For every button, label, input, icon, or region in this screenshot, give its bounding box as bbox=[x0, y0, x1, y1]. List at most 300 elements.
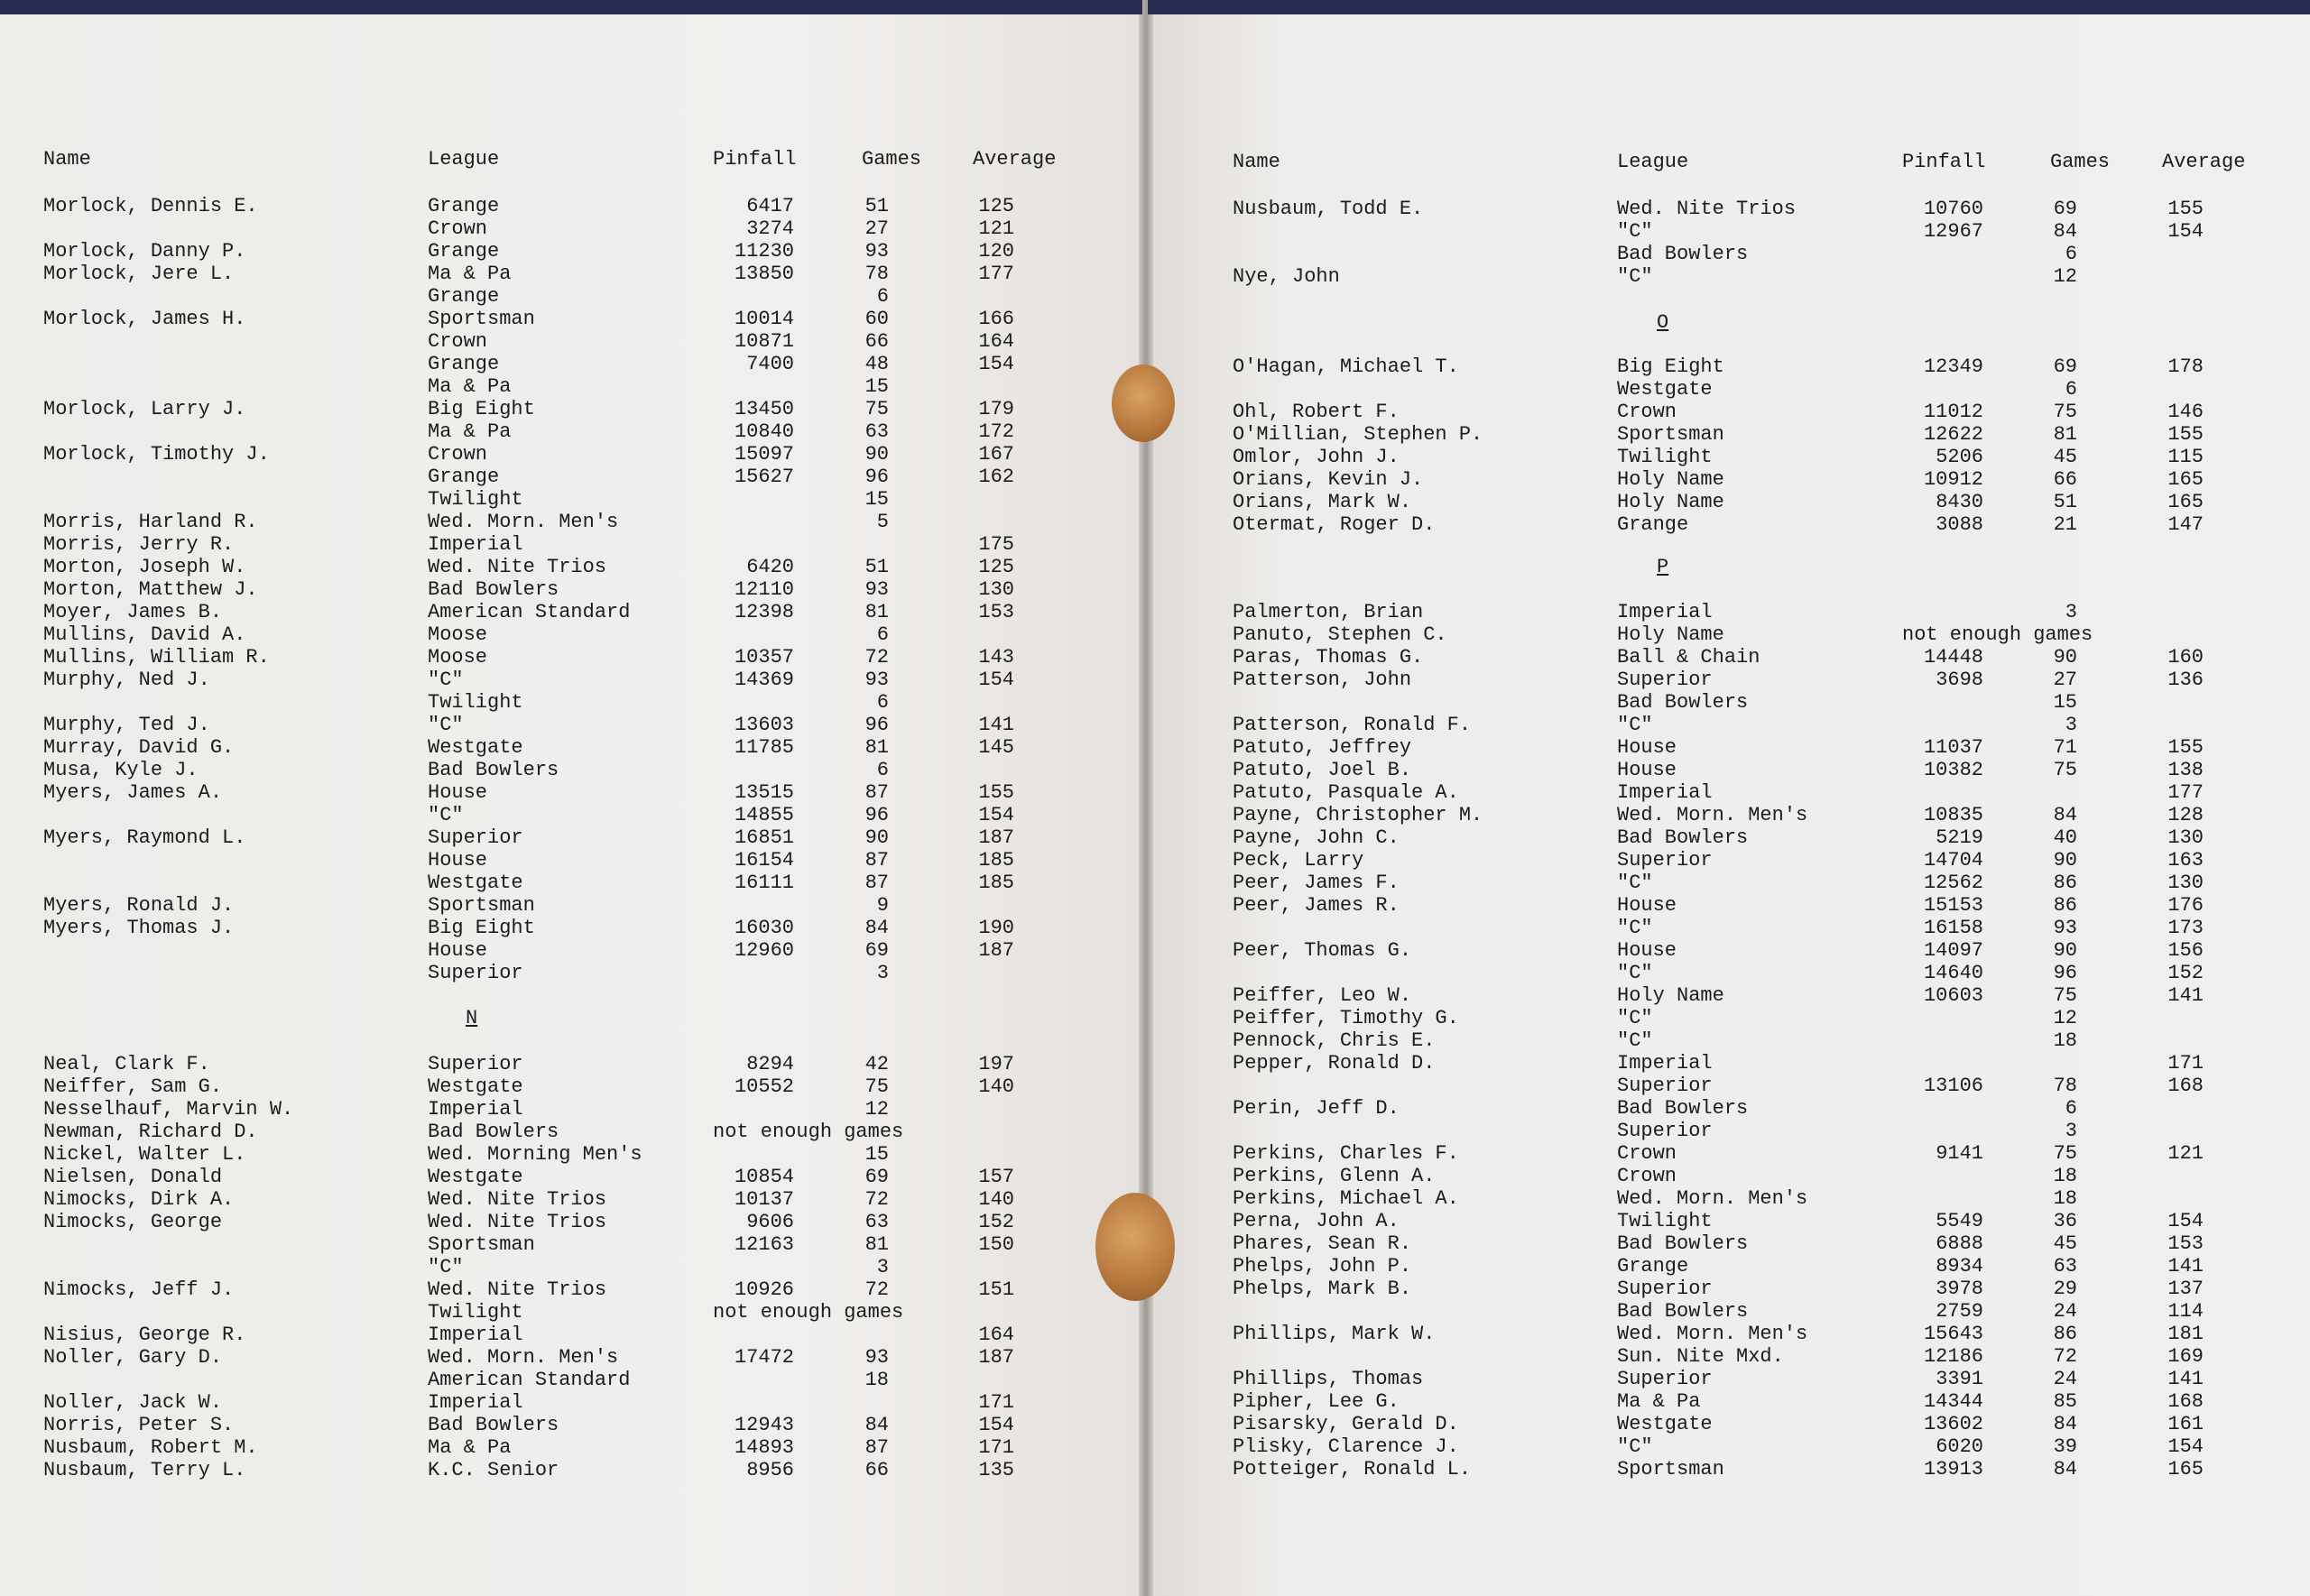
cell-games: 84 bbox=[2053, 804, 2077, 826]
cell-pinfall: 7400 bbox=[746, 353, 794, 375]
cell-league: Big Eight bbox=[1617, 355, 1724, 378]
cell-pinfall: 16030 bbox=[734, 917, 794, 939]
cell-league: Ma & Pa bbox=[428, 420, 512, 443]
cell-league: House bbox=[1617, 736, 1677, 759]
cell-league: House bbox=[1617, 939, 1677, 962]
cell-league: Wed. Morning Men's bbox=[428, 1143, 642, 1166]
cell-name: Perin, Jeff D. bbox=[1233, 1097, 1400, 1120]
cell-pinfall: 6420 bbox=[746, 556, 794, 578]
cell-pinfall: 2759 bbox=[1936, 1300, 1983, 1323]
header-average: Average bbox=[973, 148, 1057, 171]
cell-name: Norris, Peter S. bbox=[43, 1414, 235, 1436]
cell-games: 86 bbox=[2053, 1323, 2077, 1345]
cell-average: 154 bbox=[978, 353, 1014, 375]
cell-average: 169 bbox=[2167, 1345, 2204, 1368]
cell-league: Moose bbox=[428, 623, 488, 646]
cell-pinfall: 14704 bbox=[1923, 849, 1983, 872]
cell-games: 51 bbox=[864, 556, 889, 578]
cell-games: 69 bbox=[2053, 355, 2077, 378]
cell-pinfall: 10014 bbox=[734, 308, 794, 330]
cell-pinfall: 8956 bbox=[746, 1459, 794, 1481]
cell-pinfall: 14369 bbox=[734, 669, 794, 691]
header-league: League bbox=[428, 148, 500, 171]
cell-average: 162 bbox=[978, 466, 1014, 488]
cell-league: Wed. Morn. Men's bbox=[428, 1346, 619, 1369]
cell-average: 147 bbox=[2167, 513, 2204, 536]
header-pinfall: Pinfall bbox=[713, 148, 797, 171]
cell-average: 171 bbox=[978, 1391, 1014, 1414]
cell-league: "C" bbox=[428, 804, 464, 826]
cell-name: Patuto, Jeffrey bbox=[1233, 736, 1412, 759]
cell-pinfall: 16851 bbox=[734, 826, 794, 849]
cell-name: Phelps, John P. bbox=[1233, 1255, 1412, 1278]
cell-average: 166 bbox=[978, 308, 1014, 330]
cell-games: 6 bbox=[876, 623, 889, 646]
cell-games: 86 bbox=[2053, 894, 2077, 917]
cell-pinfall: not enough games bbox=[713, 1121, 904, 1143]
cell-pinfall: 9141 bbox=[1936, 1142, 1983, 1165]
header-name: Name bbox=[43, 148, 91, 171]
cell-pinfall: 12163 bbox=[734, 1233, 794, 1256]
cell-average: 171 bbox=[2167, 1052, 2204, 1075]
cell-name: Perkins, Glenn A. bbox=[1233, 1165, 1436, 1187]
header-league: League bbox=[1617, 151, 1689, 173]
cell-pinfall: 11012 bbox=[1923, 401, 1983, 423]
cell-pinfall: 16158 bbox=[1923, 917, 1983, 939]
cell-average: 136 bbox=[2167, 669, 2204, 691]
cell-games: 40 bbox=[2053, 826, 2077, 849]
cell-pinfall: 10926 bbox=[734, 1278, 794, 1301]
cell-average: 125 bbox=[978, 195, 1014, 217]
cell-league: Imperial bbox=[1617, 781, 1713, 804]
cell-name: Palmerton, Brian bbox=[1233, 601, 1424, 623]
cell-name: Nusbaum, Terry L. bbox=[43, 1459, 246, 1481]
cell-name: Nesselhauf, Marvin W. bbox=[43, 1098, 294, 1121]
cell-name: Noller, Gary D. bbox=[43, 1346, 223, 1369]
cell-games: 75 bbox=[864, 398, 889, 420]
cell-name: Phelps, Mark B. bbox=[1233, 1278, 1412, 1300]
cell-average: 141 bbox=[2167, 1368, 2204, 1390]
cell-name: Paras, Thomas G. bbox=[1233, 646, 1424, 669]
cell-pinfall: 5219 bbox=[1936, 826, 1983, 849]
cell-games: 51 bbox=[2053, 491, 2077, 513]
cell-name: Potteiger, Ronald L. bbox=[1233, 1458, 1472, 1481]
cell-name: Morlock, Timothy J. bbox=[43, 443, 270, 466]
cell-average: 187 bbox=[978, 1346, 1014, 1369]
cell-league: Grange bbox=[428, 285, 500, 308]
cell-games: 3 bbox=[2065, 1120, 2077, 1142]
cell-league: "C" bbox=[1617, 220, 1653, 243]
cell-league: Bad Bowlers bbox=[428, 1414, 559, 1436]
cell-average: 146 bbox=[2167, 401, 2204, 423]
cell-games: 69 bbox=[2053, 198, 2077, 220]
cell-pinfall: 3978 bbox=[1936, 1278, 1983, 1300]
cell-league: American Standard bbox=[428, 601, 631, 623]
cell-name: Pepper, Ronald D. bbox=[1233, 1052, 1436, 1075]
cell-games: 87 bbox=[864, 872, 889, 894]
cell-games: 6 bbox=[876, 691, 889, 714]
cell-league: House bbox=[428, 939, 488, 962]
cell-pinfall: 14097 bbox=[1923, 939, 1983, 962]
cell-league: Ma & Pa bbox=[428, 1436, 512, 1459]
cell-games: 90 bbox=[2053, 646, 2077, 669]
cell-league: Wed. Nite Trios bbox=[428, 1188, 607, 1211]
cell-pinfall: 9606 bbox=[746, 1211, 794, 1233]
cell-league: Wed. Nite Trios bbox=[428, 556, 607, 578]
cell-league: "C" bbox=[1617, 1007, 1653, 1029]
staple-rust-stain bbox=[1095, 1193, 1175, 1301]
cell-average: 177 bbox=[2167, 781, 2204, 804]
cell-name: Myers, Raymond L. bbox=[43, 826, 246, 849]
cell-league: Moose bbox=[428, 646, 488, 669]
cell-name: Patuto, Joel B. bbox=[1233, 759, 1412, 781]
cell-pinfall: 15153 bbox=[1923, 894, 1983, 917]
cell-league: Twilight bbox=[1617, 1210, 1713, 1232]
cell-games: 42 bbox=[864, 1053, 889, 1075]
cell-pinfall: 13603 bbox=[734, 714, 794, 736]
cell-average: 137 bbox=[2167, 1278, 2204, 1300]
cell-pinfall: 3274 bbox=[746, 217, 794, 240]
cell-name: Mullins, William R. bbox=[43, 646, 270, 669]
cell-games: 66 bbox=[864, 1459, 889, 1481]
cell-games: 5 bbox=[876, 511, 889, 533]
cell-pinfall: 10835 bbox=[1923, 804, 1983, 826]
cell-pinfall: 12622 bbox=[1923, 423, 1983, 446]
cell-average: 176 bbox=[2167, 894, 2204, 917]
cell-average: 130 bbox=[2167, 826, 2204, 849]
cell-games: 72 bbox=[2053, 1345, 2077, 1368]
cell-games: 18 bbox=[2053, 1165, 2077, 1187]
cell-games: 90 bbox=[2053, 849, 2077, 872]
cell-league: "C" bbox=[1617, 265, 1653, 288]
cell-average: 145 bbox=[978, 736, 1014, 759]
cell-league: Grange bbox=[1617, 1255, 1689, 1278]
cell-games: 51 bbox=[864, 195, 889, 217]
cell-average: 173 bbox=[2167, 917, 2204, 939]
header-games: Games bbox=[2050, 151, 2111, 173]
cell-name: Peiffer, Timothy G. bbox=[1233, 1007, 1459, 1029]
cell-average: 164 bbox=[978, 1324, 1014, 1346]
cell-league: "C" bbox=[1617, 962, 1653, 984]
cell-games: 6 bbox=[2065, 378, 2077, 401]
cell-average: 156 bbox=[2167, 939, 2204, 962]
cell-pinfall: 12960 bbox=[734, 939, 794, 962]
cell-pinfall: 11230 bbox=[734, 240, 794, 263]
cell-name: Noller, Jack W. bbox=[43, 1391, 223, 1414]
cell-games: 6 bbox=[876, 285, 889, 308]
cell-pinfall: 14448 bbox=[1923, 646, 1983, 669]
cell-pinfall: 6417 bbox=[746, 195, 794, 217]
cell-name: Morlock, Dennis E. bbox=[43, 195, 258, 217]
cell-games: 84 bbox=[864, 1414, 889, 1436]
cell-games: 84 bbox=[864, 917, 889, 939]
cell-pinfall: not enough games bbox=[1902, 623, 2093, 646]
cell-league: Bad Bowlers bbox=[1617, 826, 1749, 849]
cell-games: 18 bbox=[864, 1369, 889, 1391]
cell-league: Bad Bowlers bbox=[428, 759, 559, 781]
cell-games: 84 bbox=[2053, 1458, 2077, 1481]
cell-pinfall: 6020 bbox=[1936, 1435, 1983, 1458]
cell-games: 3 bbox=[2065, 714, 2077, 736]
cell-pinfall: 10357 bbox=[734, 646, 794, 669]
cell-games: 93 bbox=[864, 578, 889, 601]
cell-games: 87 bbox=[864, 781, 889, 804]
cell-pinfall: 5206 bbox=[1936, 446, 1983, 468]
cell-name: Payne, John C. bbox=[1233, 826, 1400, 849]
header-name: Name bbox=[1233, 151, 1280, 173]
cell-games: 12 bbox=[2053, 1007, 2077, 1029]
cell-average: 190 bbox=[978, 917, 1014, 939]
cell-name: Morris, Jerry R. bbox=[43, 533, 235, 556]
cell-games: 96 bbox=[864, 714, 889, 736]
cell-average: 154 bbox=[2167, 220, 2204, 243]
cell-name: Neiffer, Sam G. bbox=[43, 1075, 223, 1098]
cell-average: 155 bbox=[2167, 736, 2204, 759]
cell-league: Wed. Morn. Men's bbox=[1617, 1187, 1808, 1210]
cell-league: Superior bbox=[1617, 1075, 1713, 1097]
cell-league: Imperial bbox=[1617, 601, 1713, 623]
cell-games: 93 bbox=[864, 669, 889, 691]
cell-league: Grange bbox=[1617, 513, 1689, 536]
cell-average: 179 bbox=[978, 398, 1014, 420]
header-average: Average bbox=[2162, 151, 2246, 173]
cell-name: Patuto, Pasquale A. bbox=[1233, 781, 1459, 804]
cell-name: Nimocks, Dirk A. bbox=[43, 1188, 235, 1211]
cell-games: 24 bbox=[2053, 1368, 2077, 1390]
cell-average: 197 bbox=[978, 1053, 1014, 1075]
cell-name: Peer, James R. bbox=[1233, 894, 1400, 917]
cell-games: 96 bbox=[864, 804, 889, 826]
cell-league: "C" bbox=[1617, 1435, 1653, 1458]
cell-league: Bad Bowlers bbox=[1617, 1097, 1749, 1120]
cell-pinfall: 5549 bbox=[1936, 1210, 1983, 1232]
cell-league: House bbox=[428, 849, 488, 872]
cell-games: 12 bbox=[864, 1098, 889, 1121]
cell-pinfall: 11785 bbox=[734, 736, 794, 759]
cell-average: 187 bbox=[978, 939, 1014, 962]
cell-league: Superior bbox=[1617, 1278, 1713, 1300]
cell-games: 75 bbox=[2053, 1142, 2077, 1165]
cell-pinfall: 17472 bbox=[734, 1346, 794, 1369]
cell-name: Peer, James F. bbox=[1233, 872, 1400, 894]
cell-league: American Standard bbox=[428, 1369, 631, 1391]
cell-name: Panuto, Stephen C. bbox=[1233, 623, 1447, 646]
cell-games: 48 bbox=[864, 353, 889, 375]
cell-games: 3 bbox=[2065, 601, 2077, 623]
cell-name: Morlock, James H. bbox=[43, 308, 246, 330]
cell-games: 81 bbox=[2053, 423, 2077, 446]
cell-league: Bad Bowlers bbox=[1617, 1232, 1749, 1255]
cell-name: Perkins, Michael A. bbox=[1233, 1187, 1459, 1210]
cell-league: Twilight bbox=[428, 1301, 523, 1324]
cell-name: Peer, Thomas G. bbox=[1233, 939, 1412, 962]
cell-name: Morton, Joseph W. bbox=[43, 556, 246, 578]
cell-pinfall: 10552 bbox=[734, 1075, 794, 1098]
cell-games: 18 bbox=[2053, 1029, 2077, 1052]
cell-average: 154 bbox=[978, 804, 1014, 826]
cell-name: Orians, Kevin J. bbox=[1233, 468, 1424, 491]
cell-average: 153 bbox=[978, 601, 1014, 623]
cell-games: 72 bbox=[864, 1278, 889, 1301]
cell-average: 167 bbox=[978, 443, 1014, 466]
cell-games: 87 bbox=[864, 1436, 889, 1459]
cell-games: 75 bbox=[2053, 759, 2077, 781]
cell-league: Bad Bowlers bbox=[428, 1121, 559, 1143]
cell-name: Nisius, George R. bbox=[43, 1324, 246, 1346]
cell-games: 81 bbox=[864, 1233, 889, 1256]
cell-average: 165 bbox=[2167, 468, 2204, 491]
cell-pinfall: 16111 bbox=[734, 872, 794, 894]
cell-average: 165 bbox=[2167, 491, 2204, 513]
cell-league: "C" bbox=[1617, 917, 1653, 939]
cell-games: 75 bbox=[2053, 401, 2077, 423]
cell-league: Imperial bbox=[428, 1391, 523, 1414]
cell-pinfall: 10137 bbox=[734, 1188, 794, 1211]
cell-pinfall: 14640 bbox=[1923, 962, 1983, 984]
cell-pinfall: 14855 bbox=[734, 804, 794, 826]
cell-league: Ball & Chain bbox=[1617, 646, 1760, 669]
cell-name: Murray, David G. bbox=[43, 736, 235, 759]
cell-pinfall: 10760 bbox=[1923, 198, 1983, 220]
cell-name: Pisarsky, Gerald D. bbox=[1233, 1413, 1459, 1435]
cell-pinfall: 10840 bbox=[734, 420, 794, 443]
cell-games: 36 bbox=[2053, 1210, 2077, 1232]
cell-average: 141 bbox=[2167, 1255, 2204, 1278]
cell-name: Perkins, Charles F. bbox=[1233, 1142, 1459, 1165]
cell-pinfall: 15097 bbox=[734, 443, 794, 466]
cell-average: 141 bbox=[978, 714, 1014, 736]
cell-league: Wed. Morn. Men's bbox=[1617, 1323, 1808, 1345]
cell-league: Holy Name bbox=[1617, 491, 1724, 513]
cell-name: Nimocks, Jeff J. bbox=[43, 1278, 235, 1301]
cell-name: Myers, James A. bbox=[43, 781, 223, 804]
cell-league: Bad Bowlers bbox=[428, 578, 559, 601]
cell-average: 140 bbox=[978, 1075, 1014, 1098]
cell-average: 161 bbox=[2167, 1413, 2204, 1435]
cell-average: 130 bbox=[978, 578, 1014, 601]
cell-league: House bbox=[1617, 894, 1677, 917]
cell-pinfall: 13106 bbox=[1923, 1075, 1983, 1097]
cell-games: 12 bbox=[2053, 265, 2077, 288]
cell-games: 24 bbox=[2053, 1300, 2077, 1323]
cell-games: 96 bbox=[2053, 962, 2077, 984]
cell-games: 63 bbox=[864, 1211, 889, 1233]
cell-league: Superior bbox=[428, 962, 523, 984]
cell-name: Nielsen, Donald bbox=[43, 1166, 223, 1188]
cell-average: 163 bbox=[2167, 849, 2204, 872]
cell-league: "C" bbox=[428, 669, 464, 691]
cell-league: Westgate bbox=[1617, 378, 1713, 401]
cell-league: Superior bbox=[1617, 1368, 1713, 1390]
cell-games: 15 bbox=[864, 488, 889, 511]
cell-league: Grange bbox=[428, 353, 500, 375]
cell-average: 143 bbox=[978, 646, 1014, 669]
cell-pinfall: 16154 bbox=[734, 849, 794, 872]
cell-name: Pennock, Chris E. bbox=[1233, 1029, 1436, 1052]
cell-league: Imperial bbox=[428, 533, 523, 556]
cell-league: Grange bbox=[428, 195, 500, 217]
cell-pinfall: 14893 bbox=[734, 1436, 794, 1459]
cell-pinfall: not enough games bbox=[713, 1301, 904, 1324]
cell-average: 168 bbox=[2167, 1075, 2204, 1097]
cell-name: Payne, Christopher M. bbox=[1233, 804, 1483, 826]
cell-games: 66 bbox=[864, 330, 889, 353]
cell-name: O'Millian, Stephen P. bbox=[1233, 423, 1483, 446]
cell-pinfall: 12349 bbox=[1923, 355, 1983, 378]
cell-league: Twilight bbox=[1617, 446, 1713, 468]
cell-league: Crown bbox=[428, 443, 488, 466]
cell-games: 63 bbox=[864, 420, 889, 443]
cell-games: 3 bbox=[876, 1256, 889, 1278]
cell-name: Nusbaum, Robert M. bbox=[43, 1436, 258, 1459]
cell-league: House bbox=[1617, 759, 1677, 781]
cell-games: 18 bbox=[2053, 1187, 2077, 1210]
cell-average: 121 bbox=[978, 217, 1014, 240]
cell-league: Crown bbox=[1617, 401, 1677, 423]
cell-games: 45 bbox=[2053, 1232, 2077, 1255]
cell-average: 165 bbox=[2167, 1458, 2204, 1481]
cell-league: Sun. Nite Mxd. bbox=[1617, 1345, 1784, 1368]
cell-average: 157 bbox=[978, 1166, 1014, 1188]
cell-league: Twilight bbox=[428, 691, 523, 714]
cell-league: Sportsman bbox=[1617, 1458, 1724, 1481]
cell-name: Morlock, Jere L. bbox=[43, 263, 235, 285]
cell-league: Ma & Pa bbox=[1617, 1390, 1701, 1413]
cell-pinfall: 3698 bbox=[1936, 669, 1983, 691]
cell-league: Superior bbox=[428, 826, 523, 849]
cell-games: 75 bbox=[864, 1075, 889, 1098]
cell-name: Mullins, David A. bbox=[43, 623, 246, 646]
cell-games: 27 bbox=[864, 217, 889, 240]
cell-average: 150 bbox=[978, 1233, 1014, 1256]
cell-name: Nusbaum, Todd E. bbox=[1233, 198, 1424, 220]
header-games: Games bbox=[862, 148, 922, 171]
cell-games: 75 bbox=[2053, 984, 2077, 1007]
cell-league: Westgate bbox=[428, 736, 523, 759]
cell-average: 151 bbox=[978, 1278, 1014, 1301]
cell-name: Patterson, John bbox=[1233, 669, 1412, 691]
cell-pinfall: 15627 bbox=[734, 466, 794, 488]
cell-league: Westgate bbox=[428, 1075, 523, 1098]
cell-name: Moyer, James B. bbox=[43, 601, 223, 623]
cell-league: "C" bbox=[428, 714, 464, 736]
cell-average: 115 bbox=[2167, 446, 2204, 468]
cell-games: 90 bbox=[864, 443, 889, 466]
cell-average: 135 bbox=[978, 1459, 1014, 1481]
cell-games: 81 bbox=[864, 601, 889, 623]
cell-league: House bbox=[428, 781, 488, 804]
cell-pinfall: 12398 bbox=[734, 601, 794, 623]
cell-games: 21 bbox=[2053, 513, 2077, 536]
cell-pinfall: 8934 bbox=[1936, 1255, 1983, 1278]
cell-league: Bad Bowlers bbox=[1617, 1300, 1749, 1323]
cell-pinfall: 3391 bbox=[1936, 1368, 1983, 1390]
cell-average: 152 bbox=[978, 1211, 1014, 1233]
cell-games: 3 bbox=[876, 962, 889, 984]
cell-name: Morton, Matthew J. bbox=[43, 578, 258, 601]
cell-league: Holy Name bbox=[1617, 984, 1724, 1007]
cell-league: Superior bbox=[1617, 669, 1713, 691]
cell-average: 185 bbox=[978, 849, 1014, 872]
cell-name: Orians, Mark W. bbox=[1233, 491, 1412, 513]
cell-name: Nye, John bbox=[1233, 265, 1340, 288]
cell-league: "C" bbox=[1617, 1029, 1653, 1052]
cell-average: 140 bbox=[978, 1188, 1014, 1211]
cell-average: 154 bbox=[2167, 1210, 2204, 1232]
section-letter: N bbox=[466, 1007, 478, 1029]
cell-pinfall: 12186 bbox=[1923, 1345, 1983, 1368]
cell-league: "C" bbox=[428, 1256, 464, 1278]
